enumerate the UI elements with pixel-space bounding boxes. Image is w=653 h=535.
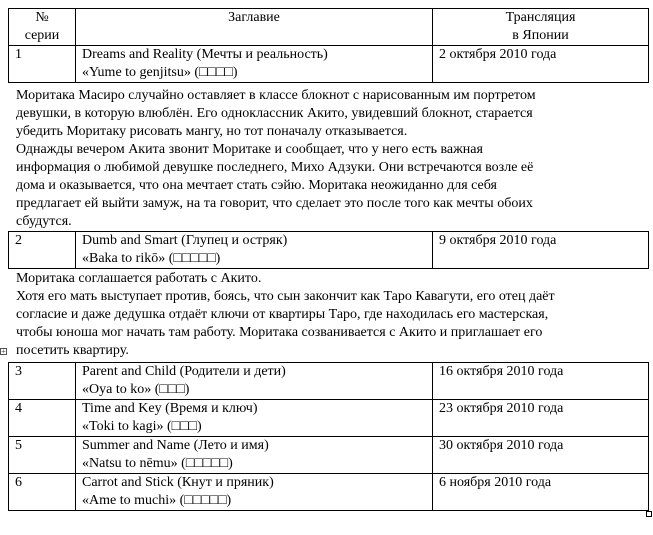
episode-number: 3 (9, 363, 76, 400)
episode-number: 5 (9, 437, 76, 474)
episode-date: 2 октября 2010 года (433, 46, 649, 83)
table-header-row (9, 9, 649, 46)
table-row (9, 232, 649, 269)
episode-date: 9 октября 2010 года (433, 232, 649, 269)
table-row (9, 474, 649, 511)
episode-summary-1: Моритака Масиро случайно оставляет в классе блокнот с нарисованным им портретом девушки, в которую влюблён. Его одноклассник Акито, увидевший блокнот, старается убедить Моритаку рисовать мангу, но тот поначалу отказывается. Однажды вечером Акита звонит Моритаке и сообщает, что у него есть важная информация о любимой девушке последнего, Михо Адзуки. Они встречаются возле её дома и оказывается, что она мечтает стать сэйю. Моритака неожиданно для себя предлагает ей выйти замуж, на та говорит, что сделает это после того как мечты обоих сбудутся. (16, 88, 536, 229)
header-air-date: Трансляция в Японии (433, 9, 649, 46)
episode-title: Dumb and Smart (Глупец и остряк) «Baka to rikō» (□□□□□) (76, 232, 433, 269)
episode-title: Parent and Child (Родители и дети) «Oya to ko» (□□□) (76, 363, 433, 400)
table-row (9, 363, 649, 400)
episode-date: 30 октября 2010 года (433, 437, 649, 474)
table-row (9, 400, 649, 437)
table-resize-handle[interactable] (646, 511, 652, 517)
header-title: Заглавие (76, 9, 433, 46)
episode-number: 1 (9, 46, 76, 83)
episode-title: Summer and Name (Лето и имя) «Natsu to nēmu» (□□□□□) (76, 437, 433, 474)
episode-number: 6 (9, 474, 76, 511)
table-row (9, 46, 649, 83)
episode-title: Carrot and Stick (Кнут и пряник) «Ame to muchi» (□□□□□) (76, 474, 433, 511)
episode-title: Time and Key (Время и ключ) «Toki to kagi» (□□□) (76, 400, 433, 437)
episode-title: Dreams and Reality (Мечты и реальность) «Yume to genjitsu» (□□□□) (76, 46, 433, 83)
episode-date: 23 октября 2010 года (433, 400, 649, 437)
table-row (9, 437, 649, 474)
episode-date: 16 октября 2010 года (433, 363, 649, 400)
header-episode-number: № серии (9, 9, 76, 46)
episode-date: 6 ноября 2010 года (433, 474, 649, 511)
episode-number: 2 (9, 232, 76, 269)
episode-number: 4 (9, 400, 76, 437)
table-move-handle[interactable]: + (1, 347, 6, 356)
episode-table-3 (8, 362, 649, 511)
episode-summary-2: Моритака соглашается работать с Акито. Хотя его мать выступает против, боясь, что сын закончит как Таро Кавагути, его отец даёт согласие и даже дедушка отдаёт ключи от квартиры Таро, где находилась его мастерская, чтобы юноша мог начать там работу. Моритака созванивается с Акито и приглашает его посетить квартиру. (16, 271, 555, 358)
episode-table-2 (8, 231, 649, 269)
episode-table-1 (8, 8, 649, 83)
